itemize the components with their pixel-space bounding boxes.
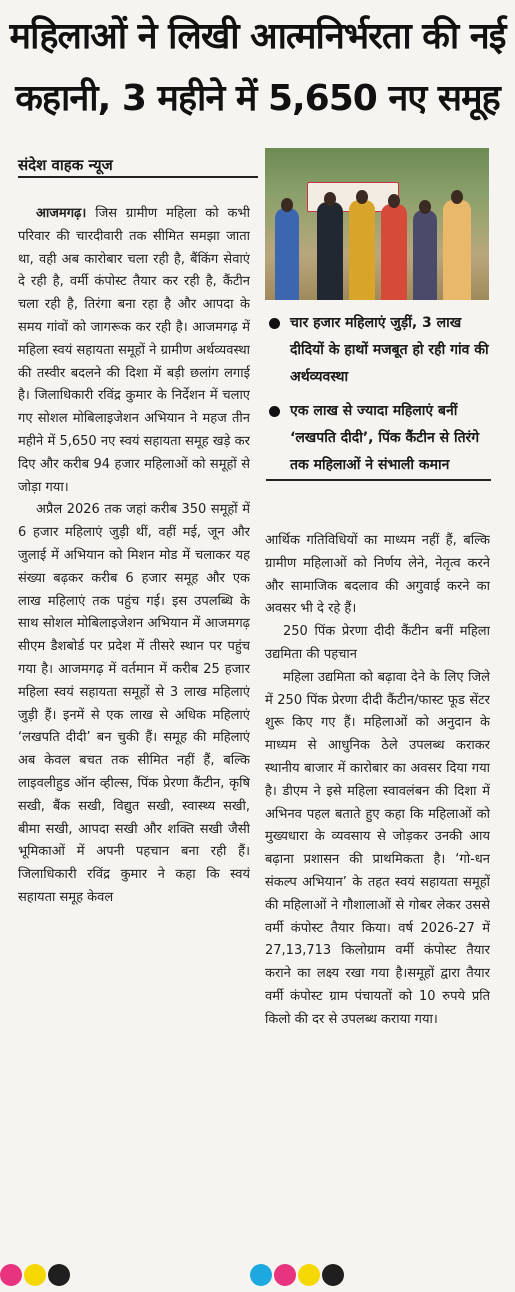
right-paragraph-2: महिला उद्यमिता को बढ़ावा देने के लिए जिले में 250 पिंक प्रेरणा दीदी कैंटीन/फास्ट फूड सेंटर शुरू किए गए हैं। महिलाओं को अनुदान के माध्यम से आधुनिक ठेले उपलब्ध कराकर स्थानीय बाजार में कारोबार का अवसर दिया गया है। डीएम ने इसे महिला स्वावलंबन की दिशा में अभिनव पहल बताते हुए कहा कि महिलाओं को मुख्यधारा के व्यवसाय से जोड़कर उनकी आय बढ़ाना प्रशासन की प्राथमिकता है। ‘गो-धन संकल्प अभियान’ के तहत स्वयं सहायता समूहों की महिलाओं ने गौशालाओं से गोबर लेकर उससे वर्मी कंपोस्ट तैयार किया। वर्ष 2026-27 में 27,13,713 किलोग्राम वर्मी कंपोस्ट तैयार कराने का लक्ष्य रखा गया है।समूहों द्वारा तैयार वर्मी कंपोस्ट ग्राम पंचायतों को 10 रुपये प्रति किलो की दर से उपलब्ध कराया गया। <box>265 669 490 1027</box>
registration-marks-left <box>0 1264 72 1288</box>
registration-marks-center <box>250 1264 346 1288</box>
photo-figure <box>349 200 375 300</box>
photo-figure <box>275 208 299 300</box>
left-paragraph-1 <box>18 203 250 499</box>
photo-figure <box>381 204 407 300</box>
photo-figure <box>413 210 437 300</box>
photo-figure-head <box>451 190 463 204</box>
photo-figure-head <box>324 192 336 206</box>
highlights-box <box>266 310 491 515</box>
dateline-place: आजमगढ़। <box>36 206 87 221</box>
headline-line-1: महिलाओं ने लिखी आत्मनिर्भरता की नई <box>9 16 506 57</box>
photo-figure-head <box>356 190 368 204</box>
photo-figure-head <box>388 194 400 208</box>
news-photo <box>265 148 489 300</box>
headline <box>4 6 511 144</box>
bullet-icon <box>269 406 280 417</box>
highlight-text-1: चार हजार महिलाएं जुड़ीं, 3 लाख दीदियों के हाथों मजबूत हो रही गांव की अर्थव्यवस्था <box>290 315 489 385</box>
highlight-text-2: एक लाख से ज्यादा महिलाएं बनीं ‘लखपति दीदी’, पिंक कैंटीन से तिरंगे तक महिलाओं ने संभाली कमान <box>290 403 480 473</box>
highlight-item <box>266 398 491 481</box>
right-paragraph-1: आर्थिक गतिविधियों का माध्यम नहीं हैं, बल्कि ग्रामीण महिलाओं को निर्णय लेने, नेतृत्व करने और सामाजिक बदलाव की अगुवाई करने का अवसर भी दे रहे हैं। <box>265 533 490 617</box>
byline: संदेश वाहक न्यूज <box>18 152 258 178</box>
photo-figure <box>443 200 471 300</box>
photo-figure <box>317 202 343 300</box>
reg-mark-cyan <box>250 1264 272 1286</box>
highlight-item <box>266 310 491 391</box>
reg-mark-magenta <box>274 1264 296 1286</box>
headline-line-2: कहानी, 3 महीने में 5,650 नए समूह <box>15 78 500 119</box>
reg-mark-black <box>48 1264 70 1286</box>
left-column <box>18 203 250 1248</box>
reg-mark-magenta <box>0 1264 22 1286</box>
right-subhead: 250 पिंक प्रेरणा दीदी कैंटीन बनीं महिला उद्यमिता की पहचान <box>265 624 490 662</box>
right-column <box>265 530 490 1250</box>
photo-figure-head <box>419 200 431 214</box>
reg-mark-yellow <box>298 1264 320 1286</box>
reg-mark-yellow <box>24 1264 46 1286</box>
left-paragraph-1-text: जिस ग्रामीण महिला को कभी परिवार की चारदीवारी तक सीमित समझा जाता था, वही अब कारोबार चला रही है, बैंकिंग सेवाएं दे रही है, वर्मी कंपोस्ट तैयार कर रही है, कैंटीन चला रही है, तिरंगा बना रहा है और आपदा के समय गांवों को जागरूक कर रही है। आजमगढ़ में महिला स्वयं सहायता समूहों ने ग्रामीण अर्थव्यवस्था की तस्वीर बदलने की दिशा में बड़ी छलांग लगाई है। जिलाधिकारी रविंद्र कुमार के निर्देशन में चलाए गए सोशल मोबिलाइजेशन अभियान ने महज तीन महीने में 5,650 नए स्वयं सहायता समूह खड़े कर दिए और करीब 94 हजार महिलाओं को समूहों से जोड़ा गया। <box>18 206 250 495</box>
bullet-icon <box>269 318 280 329</box>
photo-figure-head <box>281 198 293 212</box>
reg-mark-black <box>322 1264 344 1286</box>
left-paragraph-2: अप्रैल 2026 तक जहां करीब 350 समूहों में 6 हजार महिलाएं जुड़ी थीं, वहीं मई, जून और जुलाई में अभियान को मिशन मोड में चलाकर यह संख्या बढ़कर करीब 6 हजार समूह और एक लाख महिलाएं तक पहुंच गई। इस उपलब्धि के साथ सोशल मोबिलाइजेशन अभियान में आजमगढ़ सीएम डैशबोर्ड पर प्रदेश में तीसरे स्थान पर पहुंच गया है। आजमगढ़ में वर्तमान में करीब 25 हजार महिला स्वयं सहायता समूहों से 3 लाख महिलाएं जुड़ी हैं। इनमें से एक लाख से अधिक महिलाएं ‘लखपति दीदी’ बन चुकी हैं। समूह की महिलाएं अब केवल बचत तक सीमित नहीं हैं, बल्कि लाइवलीहुड ऑन व्हील्स, पिंक प्रेरणा कैंटीन, कृषि सखी, बैंक सखी, विद्युत सखी, स्वास्थ्य सखी, बीमा सखी, आपदा सखी और शक्ति सखी जैसी भूमिकाओं में अपनी पहचान बना रही हैं।जिलाधिकारी रविंद्र कुमार ने कहा कि स्वयं सहायता समूह केवल <box>18 502 250 905</box>
